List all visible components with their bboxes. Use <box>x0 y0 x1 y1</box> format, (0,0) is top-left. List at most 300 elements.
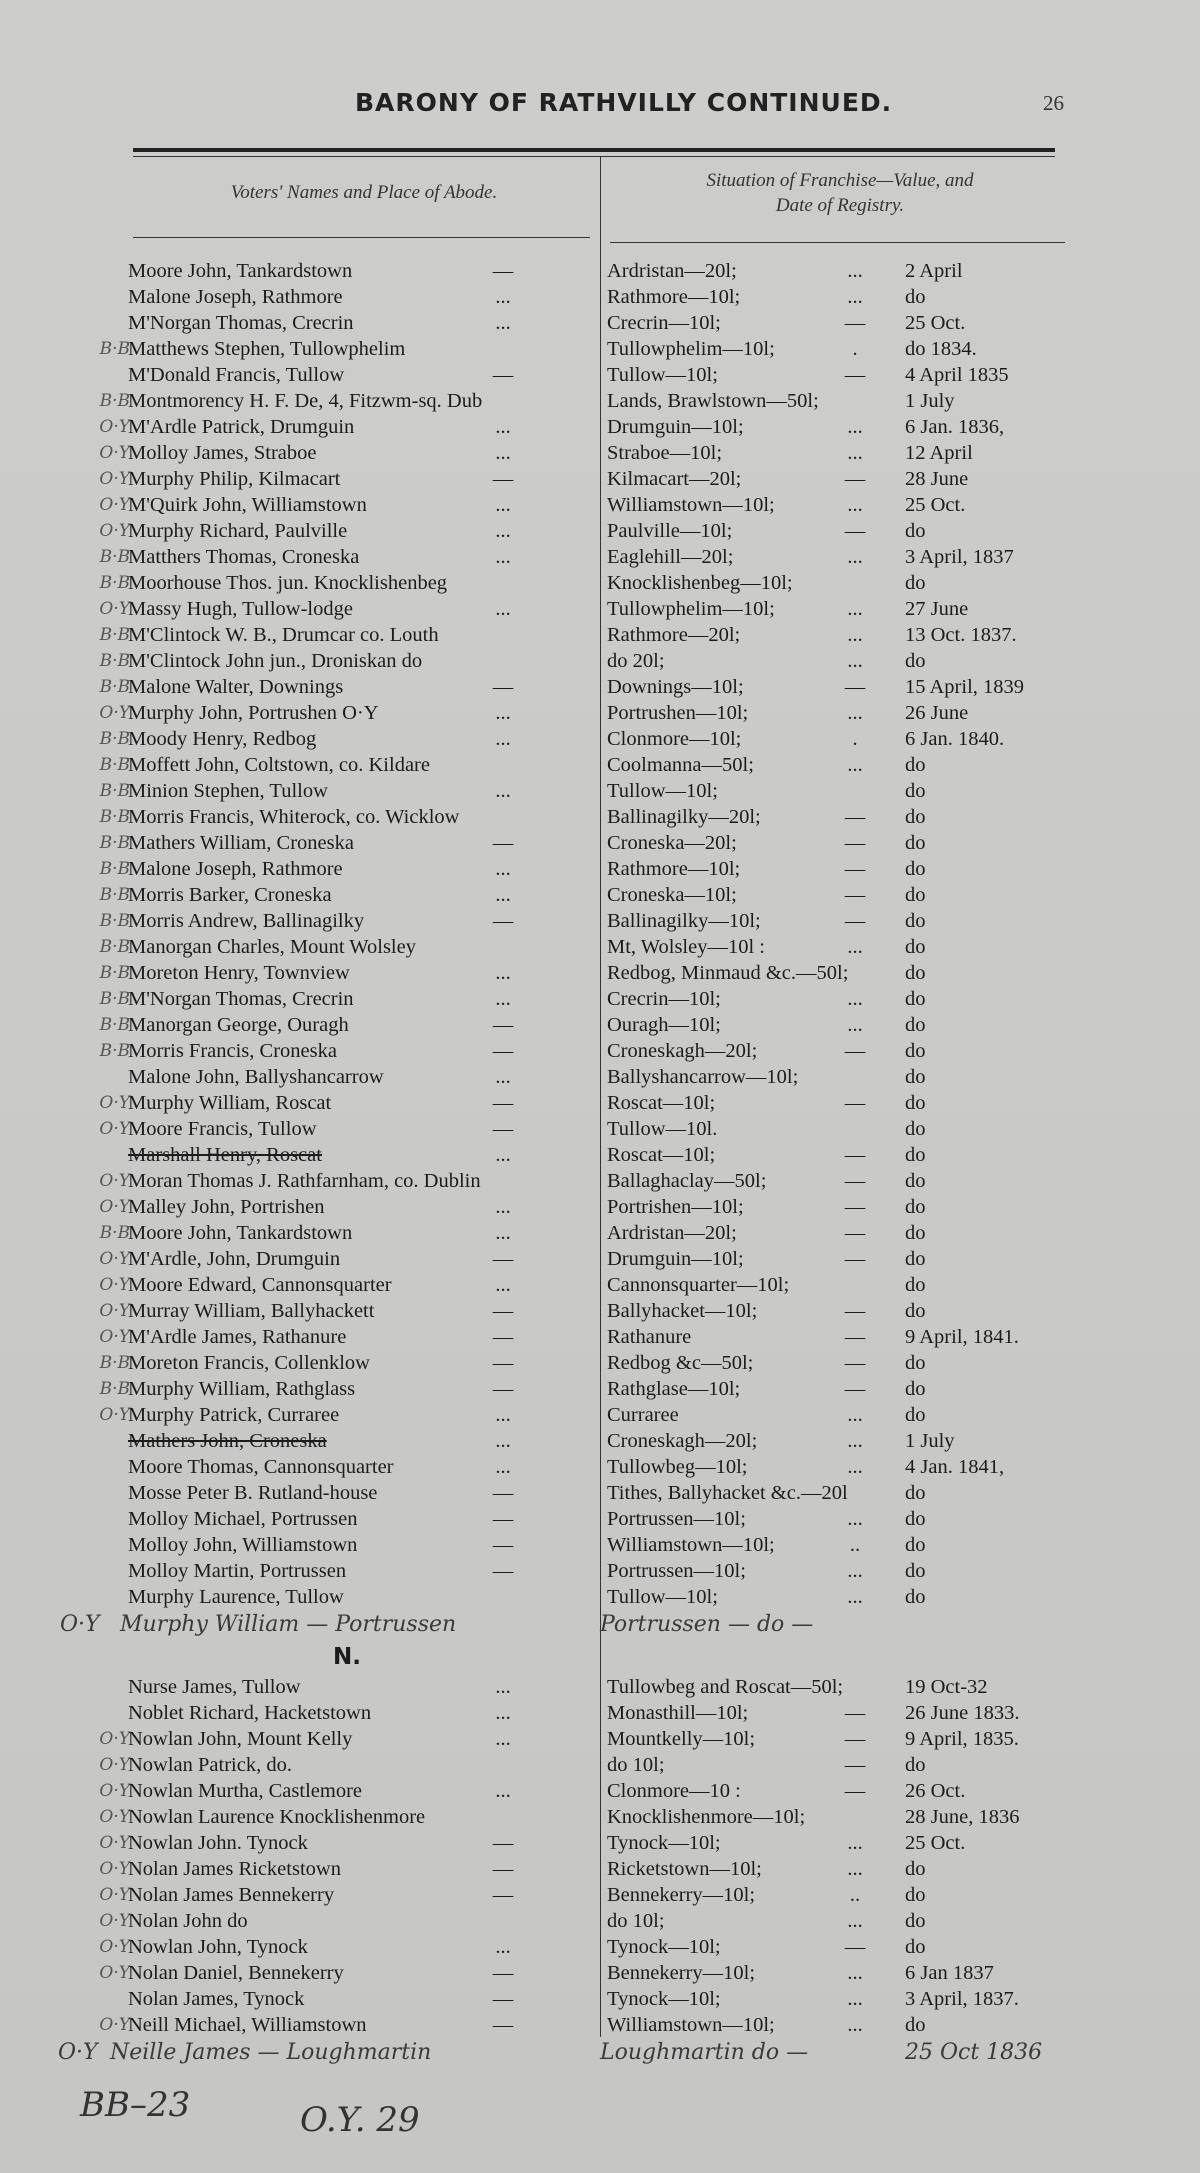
franchise-value: Mt, Wolsley—10l : <box>607 936 765 958</box>
voter-mark: O·Y <box>99 1405 130 1425</box>
franchise-value: Williamstown—10l; <box>607 2014 775 2036</box>
leader-dots: ... <box>495 546 511 568</box>
leader-dots: ... <box>847 650 863 672</box>
leader-dots: — <box>844 1780 866 1802</box>
leader-dots: — <box>844 1728 866 1750</box>
registry-date: do <box>905 1092 926 1114</box>
leader-dots: — <box>492 1988 514 2010</box>
leader-dots: ... <box>847 2014 863 2036</box>
registry-date: do <box>905 1586 926 1608</box>
register-row <box>0 310 1200 336</box>
register-table <box>0 258 1200 2068</box>
voter-name: Moffett John, Coltstown, co. Kildare <box>128 754 430 776</box>
leader-dots: — <box>492 832 514 854</box>
leader-dots: ... <box>847 702 863 724</box>
leader-dots: — <box>492 1118 514 1140</box>
voter-mark: B·B <box>99 1015 130 1035</box>
voter-mark: O·Y <box>99 599 130 619</box>
voter-mark: O·Y <box>99 1301 130 1321</box>
registry-date: do <box>905 858 926 880</box>
registry-date: do <box>905 1014 926 1036</box>
leader-dots: — <box>492 1858 514 1880</box>
leader-dots: — <box>844 832 866 854</box>
franchise-value: Ardristan—20l; <box>607 1222 737 1244</box>
register-row <box>0 1726 1200 1752</box>
column-header-franchise-line2: Date of Registry. <box>775 195 905 216</box>
register-row <box>0 1298 1200 1324</box>
register-row <box>0 934 1200 960</box>
franchise-value: Portrishen—10l; <box>607 1196 744 1218</box>
franchise-value: Portrussen—10l; <box>607 1508 746 1530</box>
franchise-value: Tynock—10l; <box>607 1832 721 1854</box>
voter-mark: B·B <box>99 573 130 593</box>
leader-dots: ... <box>847 1586 863 1608</box>
franchise-value: Downings—10l; <box>607 676 744 698</box>
page-title: BARONY OF RATHVILLY CONTINUED. <box>355 88 893 117</box>
leader-dots: — <box>844 1092 866 1114</box>
register-row <box>0 2012 1200 2038</box>
franchise-value: Rathglase—10l; <box>607 1378 741 1400</box>
registry-date: 4 April 1835 <box>905 364 1009 386</box>
leader-dots: — <box>844 1754 866 1776</box>
leader-dots: — <box>492 1014 514 1036</box>
franchise-value: Crecrin—10l; <box>607 988 721 1010</box>
voter-mark: O·Y <box>99 495 130 515</box>
registry-date: do <box>905 1066 926 1088</box>
leader-dots: ... <box>847 624 863 646</box>
register-row <box>0 1506 1200 1532</box>
register-row <box>0 518 1200 544</box>
voter-mark: O·Y <box>99 1249 130 1269</box>
leader-dots: ... <box>495 1274 511 1296</box>
leader-dots: ... <box>847 1560 863 1582</box>
franchise-value: Tullowbeg and Roscat—50l; <box>607 1676 844 1698</box>
register-row <box>0 1350 1200 1376</box>
registry-date: do <box>905 1884 926 1906</box>
register-row <box>0 752 1200 778</box>
register-row <box>0 1038 1200 1064</box>
registry-date: 2 April <box>905 260 963 282</box>
register-row <box>0 414 1200 440</box>
leader-dots: — <box>844 1222 866 1244</box>
registry-date: do <box>905 2014 926 2036</box>
leader-dots: — <box>844 1196 866 1218</box>
register-row <box>0 1454 1200 1480</box>
leader-dots: ... <box>495 728 511 750</box>
registry-date: do <box>905 1936 926 1958</box>
leader-dots: ... <box>847 442 863 464</box>
voter-name: Massy Hugh, Tullow-lodge <box>128 598 353 620</box>
franchise-value: Tullow—10l; <box>607 364 718 386</box>
page-number: 26 <box>1043 91 1064 115</box>
leader-dots: ... <box>495 442 511 464</box>
franchise-value: Rathmore—10l; <box>607 286 741 308</box>
leader-dots: — <box>492 910 514 932</box>
voter-name: Malone John, Ballyshancarrow <box>128 1066 384 1088</box>
voter-mark: O·Y <box>99 1859 130 1879</box>
register-row <box>0 544 1200 570</box>
voter-name: Mathers John, Croneska <box>128 1430 327 1452</box>
leader-dots: — <box>492 1560 514 1582</box>
leader-dots: ... <box>847 754 863 776</box>
registry-date: 9 April, 1841. <box>905 1326 1019 1348</box>
register-row <box>0 1700 1200 1726</box>
column-header-voters: Voters' Names and Place of Abode. <box>230 182 498 203</box>
registry-date: do <box>905 1300 926 1322</box>
voter-name: Malone Joseph, Rathmore <box>128 858 343 880</box>
voter-mark: B·B <box>99 885 130 905</box>
registry-date: do <box>905 1196 926 1218</box>
voter-name: Montmorency H. F. De, 4, Fitzwm-sq. Dub <box>128 390 483 412</box>
franchise-value: Tullowphelim—10l; <box>607 338 775 360</box>
registry-date: 1 July <box>905 1430 955 1452</box>
register-row <box>0 1674 1200 1700</box>
handwritten-name: Neille James — Loughmartin <box>110 2040 432 2065</box>
leader-dots: — <box>844 1144 866 1166</box>
leader-dots: — <box>844 468 866 490</box>
leader-dots: ... <box>495 1456 511 1478</box>
franchise-value: Ouragh—10l; <box>607 1014 721 1036</box>
registry-date: 27 June <box>905 598 969 620</box>
column-rule-right <box>610 242 1065 243</box>
voter-name: Molloy John, Williamstown <box>128 1534 358 1556</box>
register-row <box>0 778 1200 804</box>
voter-name: Moreton Francis, Collenklow <box>128 1352 370 1374</box>
leader-dots: — <box>844 520 866 542</box>
registry-date: do <box>905 1352 926 1374</box>
section-n-entries <box>0 1674 1200 2038</box>
voter-mark: B·B <box>99 989 130 1009</box>
register-row <box>0 1428 1200 1454</box>
register-row <box>0 804 1200 830</box>
voter-mark: B·B <box>99 339 130 359</box>
registry-date: 25 Oct. <box>905 494 966 516</box>
header-rule <box>133 148 1055 152</box>
franchise-value: Ballinagilky—10l; <box>607 910 761 932</box>
voter-mark: O·Y <box>99 2015 130 2035</box>
leader-dots: ... <box>847 1832 863 1854</box>
registry-date: 25 Oct. <box>905 1832 966 1854</box>
voter-mark: B·B <box>99 963 130 983</box>
register-row <box>0 960 1200 986</box>
leader-dots: ... <box>495 1702 511 1724</box>
voter-mark: B·B <box>99 625 130 645</box>
franchise-value: Drumguin—10l; <box>607 1248 744 1270</box>
register-row <box>0 1934 1200 1960</box>
section-letter: N. <box>333 1644 361 1670</box>
voter-mark: B·B <box>99 937 130 957</box>
registry-date: do <box>905 1274 926 1296</box>
register-row <box>0 1376 1200 1402</box>
voter-mark: O·Y <box>99 1963 130 1983</box>
franchise-value: Roscat—10l; <box>607 1092 716 1114</box>
registry-date: do <box>905 832 926 854</box>
register-row <box>0 336 1200 362</box>
voter-mark: O·Y <box>99 521 130 541</box>
registry-date: do <box>905 572 926 594</box>
register-row <box>0 1168 1200 1194</box>
leader-dots: — <box>844 1326 866 1348</box>
voter-mark: B·B <box>99 833 130 853</box>
franchise-value: Tullow—10l; <box>607 780 718 802</box>
franchise-value: do 20l; <box>607 650 665 672</box>
franchise-value: Tullow—10l; <box>607 1586 718 1608</box>
franchise-value: Williamstown—10l; <box>607 1534 775 1556</box>
franchise-value: Tithes, Ballyhacket &c.—20l <box>607 1482 848 1504</box>
voter-mark: B·B <box>99 677 130 697</box>
voter-name: Nowlan John. Tynock <box>128 1832 308 1854</box>
franchise-value: Crecrin—10l; <box>607 312 721 334</box>
leader-dots: ... <box>495 1728 511 1750</box>
voter-name: Matthews Stephen, Tullowphelim <box>128 338 406 360</box>
registry-date: do <box>905 650 926 672</box>
voter-name: Nolan James Bennekerry <box>128 1884 335 1906</box>
franchise-value: Eaglehill—20l; <box>607 546 734 568</box>
register-row <box>0 1752 1200 1778</box>
voter-name: Moore Thomas, Cannonsquarter <box>128 1456 394 1478</box>
voter-name: Moore John, Tankardstown <box>128 1222 353 1244</box>
voter-name: Molloy Michael, Portrussen <box>128 1508 358 1530</box>
register-row <box>0 1324 1200 1350</box>
leader-dots: — <box>492 1962 514 1984</box>
voter-mark: O·Y <box>99 1197 130 1217</box>
voter-mark: O·Y <box>99 1833 130 1853</box>
leader-dots: — <box>492 1326 514 1348</box>
voter-name: Nowlan Patrick, do. <box>128 1754 292 1776</box>
registry-date: 1 July <box>905 390 955 412</box>
voter-mark: O·Y <box>99 1755 130 1775</box>
leader-dots: . <box>852 338 858 360</box>
register-row <box>0 908 1200 934</box>
leader-dots: ... <box>847 598 863 620</box>
voter-name: Malone Joseph, Rathmore <box>128 286 343 308</box>
registry-date: do <box>905 1118 926 1140</box>
registry-date: do <box>905 754 926 776</box>
franchise-value: Ardristan—20l; <box>607 260 737 282</box>
franchise-value: Croneskagh—20l; <box>607 1040 758 1062</box>
voter-name: M'Ardle, John, Drumguin <box>128 1248 341 1270</box>
register-row <box>0 1090 1200 1116</box>
leader-dots: — <box>492 1248 514 1270</box>
leader-dots: — <box>492 1352 514 1374</box>
handwritten-mark: O·Y <box>58 2040 98 2065</box>
register-row <box>0 830 1200 856</box>
franchise-value: Knocklishenbeg—10l; <box>607 572 793 594</box>
voter-name: Nowlan John, Tynock <box>128 1936 308 1958</box>
register-row <box>0 882 1200 908</box>
leader-dots: — <box>844 1040 866 1062</box>
leader-dots: ... <box>495 858 511 880</box>
franchise-value: Curraree <box>607 1404 679 1426</box>
leader-dots: — <box>492 364 514 386</box>
register-row <box>0 1272 1200 1298</box>
voter-name: Manorgan George, Ouragh <box>128 1014 349 1036</box>
franchise-value: Coolmanna—50l; <box>607 754 754 776</box>
registry-date: do <box>905 1040 926 1062</box>
registry-date: 12 April <box>905 442 973 464</box>
franchise-value: do 10l; <box>607 1910 665 1932</box>
leader-dots: — <box>844 884 866 906</box>
franchise-value: Redbog, Minmaud &c.—50l; <box>607 962 849 984</box>
registry-date: do <box>905 1170 926 1192</box>
leader-dots: — <box>492 1300 514 1322</box>
registry-date: do <box>905 962 926 984</box>
leader-dots: ... <box>495 312 511 334</box>
column-rule-left <box>133 237 590 238</box>
leader-dots: — <box>844 1936 866 1958</box>
voter-name: Nolan James, Tynock <box>128 1988 305 2010</box>
register-row <box>0 570 1200 596</box>
franchise-value: Tullow—10l. <box>607 1118 718 1140</box>
register-row <box>0 1856 1200 1882</box>
franchise-value: Roscat—10l; <box>607 1144 716 1166</box>
registry-date: 6 Jan. 1836, <box>905 416 1005 438</box>
voter-name: Moran Thomas J. Rathfarnham, co. Dublin <box>128 1170 481 1192</box>
leader-dots: ... <box>847 1988 863 2010</box>
registry-date: do <box>905 910 926 932</box>
leader-dots: ... <box>847 260 863 282</box>
voter-name: Morris Andrew, Ballinagilky <box>128 910 365 932</box>
leader-dots: — <box>844 1170 866 1192</box>
handwritten-date: 25 Oct 1836 <box>905 2040 1043 2065</box>
voter-name: Moore John, Tankardstown <box>128 260 353 282</box>
voter-mark: O·Y <box>99 1781 130 1801</box>
voter-name: Nowlan John, Mount Kelly <box>128 1728 353 1750</box>
franchise-value: Ricketstown—10l; <box>607 1858 762 1880</box>
registry-date: do 1834. <box>905 338 977 360</box>
voter-name: M'Clintock W. B., Drumcar co. Louth <box>128 624 439 646</box>
voter-name: Moore Edward, Cannonsquarter <box>128 1274 392 1296</box>
voter-mark: O·Y <box>99 469 130 489</box>
registry-date: do <box>905 988 926 1010</box>
leader-dots: ... <box>495 1404 511 1426</box>
registry-date: 3 April, 1837. <box>905 1988 1019 2010</box>
register-row <box>0 1220 1200 1246</box>
register-row <box>0 1986 1200 2012</box>
voter-name: Moreton Henry, Townview <box>128 962 350 984</box>
registry-date: do <box>905 286 926 308</box>
registry-date: do <box>905 1534 926 1556</box>
voter-name: Malley John, Portrishen <box>128 1196 325 1218</box>
leader-dots: — <box>844 910 866 932</box>
leader-dots: ... <box>495 598 511 620</box>
leader-dots: — <box>844 1352 866 1374</box>
voter-mark: B·B <box>99 755 130 775</box>
page-header <box>0 88 1200 128</box>
register-row <box>0 1778 1200 1804</box>
register-row <box>0 1804 1200 1830</box>
register-row <box>0 492 1200 518</box>
leader-dots: ... <box>495 988 511 1010</box>
voter-name: Moore Francis, Tullow <box>128 1118 317 1140</box>
leader-dots: ... <box>495 286 511 308</box>
voter-name: Nolan John do <box>128 1910 248 1932</box>
registry-date: 3 April, 1837 <box>905 546 1014 568</box>
voter-mark: B·B <box>99 1041 130 1061</box>
register-row <box>0 1116 1200 1142</box>
franchise-value: Tullowbeg—10l; <box>607 1456 748 1478</box>
voter-mark: B·B <box>99 807 130 827</box>
leader-dots: ... <box>847 1962 863 1984</box>
register-row <box>0 986 1200 1012</box>
voter-name: Nowlan Murtha, Castlemore <box>128 1780 362 1802</box>
leader-dots: — <box>844 1248 866 1270</box>
handwritten-entry-m <box>0 1610 1200 1640</box>
leader-dots: ... <box>847 1456 863 1478</box>
voter-mark: B·B <box>99 911 130 931</box>
leader-dots: ... <box>847 988 863 1010</box>
registry-date: 28 June <box>905 468 969 490</box>
register-row <box>0 466 1200 492</box>
leader-dots: — <box>492 1040 514 1062</box>
voter-name: Malone Walter, Downings <box>128 676 344 698</box>
register-row <box>0 674 1200 700</box>
register-row <box>0 1064 1200 1090</box>
register-row <box>0 1480 1200 1506</box>
handwritten-name: Murphy William — Portrussen <box>120 1612 457 1637</box>
footer-tally-right: O.Y. 29 <box>300 2100 420 2140</box>
leader-dots: — <box>492 468 514 490</box>
leader-dots: .. <box>849 1534 861 1556</box>
franchise-value: Williamstown—10l; <box>607 494 775 516</box>
register-row <box>0 648 1200 674</box>
voter-mark: O·Y <box>99 703 130 723</box>
registry-date: do <box>905 1560 926 1582</box>
register-row <box>0 284 1200 310</box>
leader-dots: ... <box>847 1014 863 1036</box>
leader-dots: — <box>844 858 866 880</box>
register-row <box>0 1246 1200 1272</box>
franchise-value: Ballyshancarrow—10l; <box>607 1066 799 1088</box>
register-row <box>0 1194 1200 1220</box>
handwritten-mark: O·Y <box>60 1612 100 1637</box>
franchise-value: Lands, Brawlstown—50l; <box>607 390 819 412</box>
voter-mark: B·B <box>99 391 130 411</box>
franchise-value: Cannonsquarter—10l; <box>607 1274 790 1296</box>
registry-date: 28 June, 1836 <box>905 1806 1020 1828</box>
registry-date: do <box>905 1508 926 1530</box>
leader-dots: ... <box>847 416 863 438</box>
leader-dots: — <box>492 1092 514 1114</box>
leader-dots: .. <box>849 1884 861 1906</box>
voter-name: Murphy Philip, Kilmacart <box>128 468 341 490</box>
registry-date: do <box>905 1754 926 1776</box>
voter-name: M'Quirk John, Williamstown <box>128 494 367 516</box>
registry-date: 26 June <box>905 702 969 724</box>
registry-date: do <box>905 1248 926 1270</box>
voter-name: Murray William, Ballyhackett <box>128 1300 375 1322</box>
registry-date: do <box>905 780 926 802</box>
voter-name: Manorgan Charles, Mount Wolsley <box>128 936 416 958</box>
register-row <box>0 1908 1200 1934</box>
leader-dots: ... <box>495 1066 511 1088</box>
handwritten-franchise: Portrussen — do — <box>600 1612 814 1637</box>
leader-dots: ... <box>847 1858 863 1880</box>
voter-mark: B·B <box>99 729 130 749</box>
register-row <box>0 700 1200 726</box>
leader-dots: ... <box>847 936 863 958</box>
leader-dots: — <box>844 1702 866 1724</box>
register-row <box>0 596 1200 622</box>
franchise-value: Redbog &c—50l; <box>607 1352 754 1374</box>
register-row <box>0 726 1200 752</box>
registry-date: 15 April, 1839 <box>905 676 1025 698</box>
register-row <box>0 1830 1200 1856</box>
registry-date: 19 Oct-32 <box>905 1676 988 1698</box>
voter-name: Murphy Richard, Paulville <box>128 520 348 542</box>
voter-mark: O·Y <box>99 1937 130 1957</box>
leader-dots: ... <box>847 1404 863 1426</box>
